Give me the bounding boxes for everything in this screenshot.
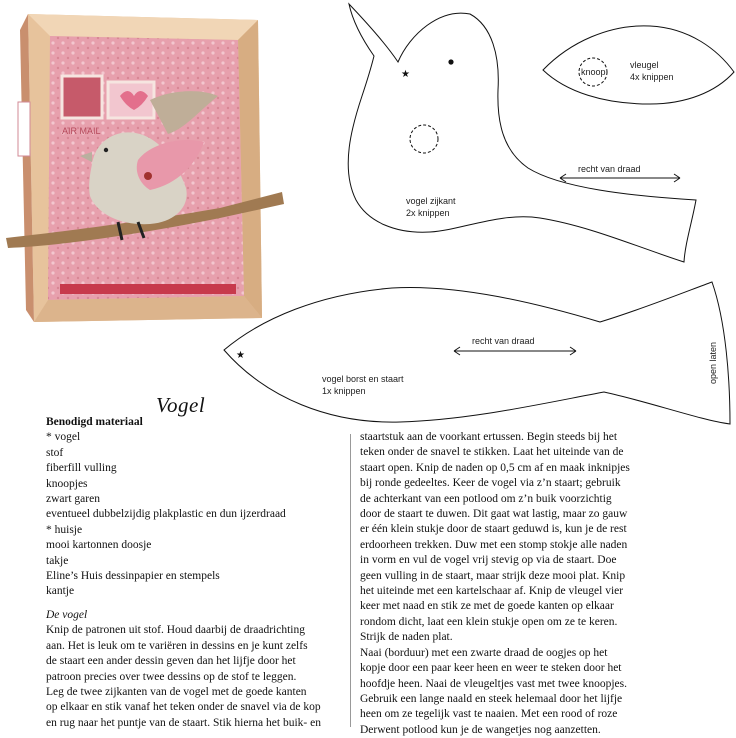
pattern-breast-piece xyxy=(224,282,730,424)
left-column xyxy=(46,415,344,731)
instruction-line: hoofdje heen. Naai de vleugeltjes vast met twee knoopjes. xyxy=(360,677,627,690)
materials-heading: Benodigd materiaal xyxy=(46,416,143,428)
instructions-right xyxy=(360,430,720,738)
pattern-side-piece xyxy=(348,4,696,262)
instruction-line: de achterkant van een potlood om z’n buik voorzichtig xyxy=(360,492,612,505)
material-item: kantje xyxy=(46,585,75,598)
instruction-line: patroon precies over twee dessins op de stof te leggen. xyxy=(46,670,297,683)
instruction-line: staartstuk aan de voorkant ertussen. Begin steeds bij het xyxy=(360,431,618,443)
side-piece-label: vogel zijkant xyxy=(406,196,456,206)
instruction-line: de staart een ander dessin geven dan het lijfje door het xyxy=(46,655,296,668)
instruction-line: Naai (borduur) met een zwarte draad de oogjes op het xyxy=(360,646,608,659)
instruction-line: het uiteinde met een kartelschaar af. Knip de vleugel vier xyxy=(360,585,624,598)
instruction-line: heen om ze tegelijk vast te naaien. Met een rood of roze xyxy=(360,708,618,721)
material-item: Eline’s Huis dessinpapier en stempels xyxy=(46,570,220,583)
breast-grain-label: recht van draad xyxy=(472,336,535,346)
stamp-text: AIR MAIL xyxy=(62,126,101,136)
instruction-line: Strijk de naden plat. xyxy=(360,631,453,644)
instruction-line: Derwent potlood kun je de wangetjes nog aanzetten. xyxy=(360,723,601,736)
instruction-line: teken onder de snavel te stikken. Laat het uiteinde van de xyxy=(360,446,624,459)
wing-piece-label: vleugel xyxy=(630,60,659,70)
material-item: eventueel dubbelzijdig plakplastic en dun ijzerdraad xyxy=(46,508,286,521)
instruction-line: staart open. Knip de naden op 0,5 cm af en maak inknipjes xyxy=(360,461,630,474)
material-item: mooi kartonnen doosje xyxy=(46,539,152,552)
instruction-line: bij ronde gedeeltes. Keer de vogel via z’n staart; gebruik xyxy=(360,477,621,490)
svg-text:★: ★ xyxy=(401,69,410,80)
instruction-line: geen vulling in de staart, maar strijk deze mooi plat. Knip xyxy=(360,569,626,582)
instruction-line: Leg de twee zijkanten van de vogel met de goede kanten xyxy=(46,685,307,698)
page-title: Vogel xyxy=(156,393,206,417)
breast-opening-label: open laten xyxy=(708,341,718,384)
instruction-line: in vorm en vul de vogel vrij stevig op via de staart. Doe xyxy=(360,554,617,567)
material-item: * huisje xyxy=(46,523,83,536)
instruction-line: en rug naar het puntje van de staart. Stik hierna het buik- en xyxy=(46,716,321,729)
instruction-line: er één klein stukje door de staart geduwd is, kun je de rest xyxy=(360,523,627,536)
material-item: * vogel xyxy=(46,431,81,444)
material-item: zwart garen xyxy=(46,493,100,506)
wing-button-label: knoop xyxy=(581,67,606,77)
breast-piece-count: 1x knippen xyxy=(322,386,366,396)
instruction-line: keer met naad en stik ze met de goede kanten op elkaar xyxy=(360,600,614,613)
instruction-line: Knip de patronen uit stof. Houd daarbij de draadrichting xyxy=(46,624,305,637)
svg-text:★: ★ xyxy=(236,350,245,361)
material-item: knoopjes xyxy=(46,477,88,490)
materials-list xyxy=(46,430,344,599)
side-grain-label: recht van draad xyxy=(578,164,641,174)
material-item: stof xyxy=(46,446,64,459)
instructions-left xyxy=(46,623,344,731)
material-item: fiberfill vulling xyxy=(46,462,117,475)
column-divider xyxy=(350,434,351,727)
wing-piece-count: 4x knippen xyxy=(630,72,674,82)
pattern-wing-piece xyxy=(543,26,734,104)
instruction-line: op elkaar en stik vanaf het teken onder de snavel via de kop xyxy=(46,701,321,714)
instructions-heading: De vogel xyxy=(46,608,88,621)
side-piece-count: 2x knippen xyxy=(406,208,450,218)
instruction-line: door de staart te duwen. Dit gaat wat lastig, maar zo gauw xyxy=(360,508,628,521)
breast-piece-label: vogel borst en staart xyxy=(322,374,404,384)
instruction-line: kopje door een paar keer heen en weer te steken door het xyxy=(360,662,622,675)
instruction-line: Gebruik een lange naald en steek helemaal door het lijfje xyxy=(360,692,623,705)
instruction-line: rondom dicht, laat een klein stukje open om ze te keren. xyxy=(360,615,618,628)
instruction-line: erdoorheen trekken. Duw met een stomp stokje alle naden xyxy=(360,538,628,551)
instruction-line: aan. Het is leuk om te variëren in dessins en je kunt zelfs xyxy=(46,639,308,652)
material-item: takje xyxy=(46,554,69,567)
right-column xyxy=(360,430,720,738)
